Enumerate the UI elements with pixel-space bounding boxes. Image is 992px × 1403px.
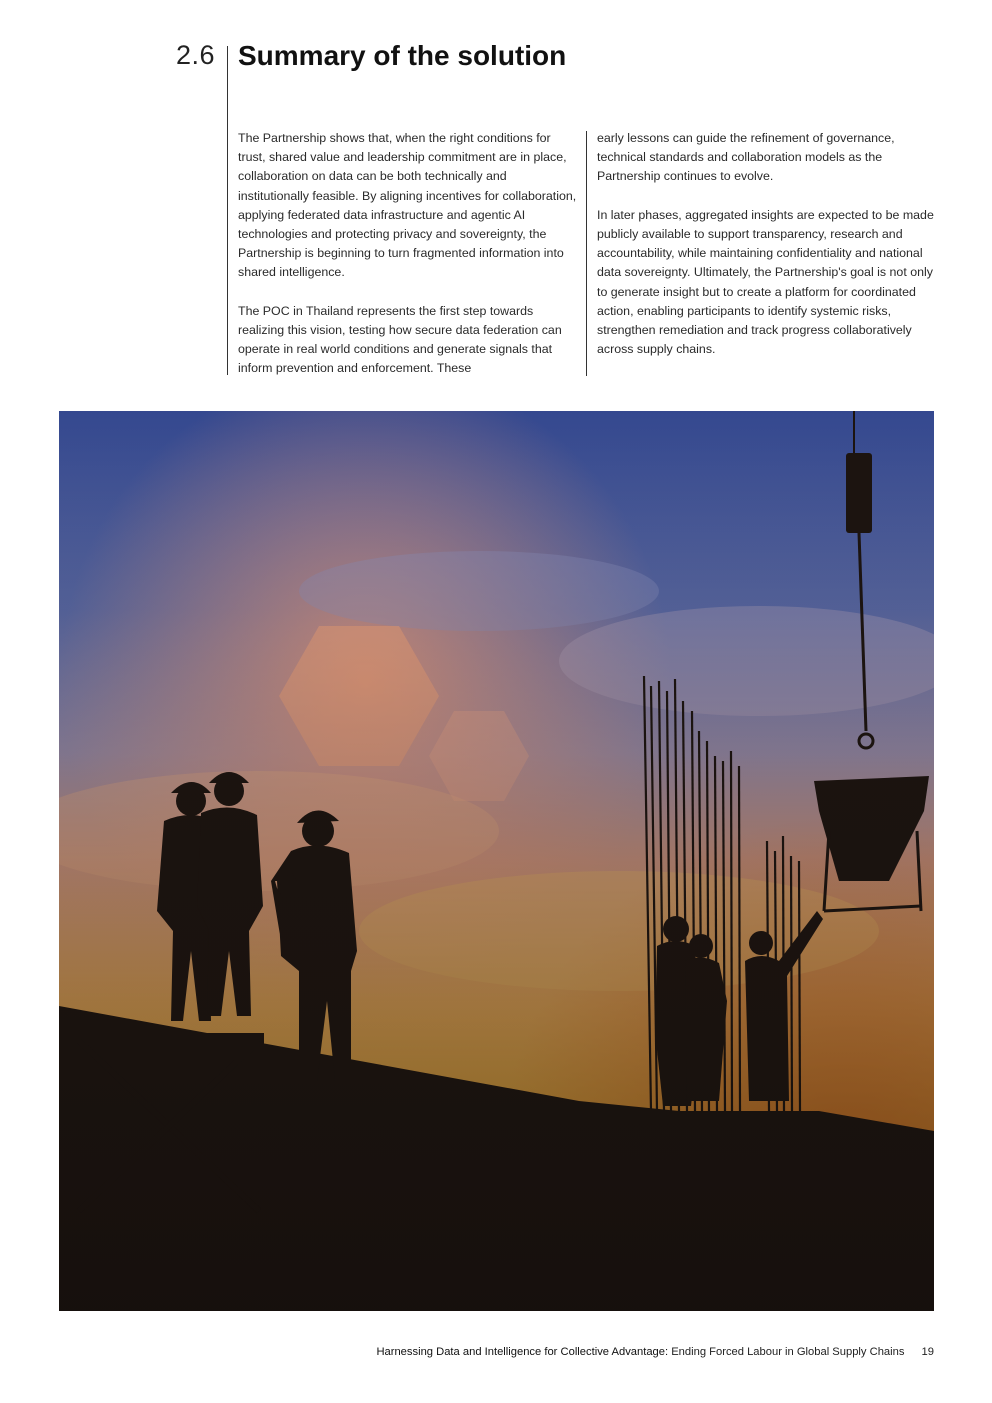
- section-title: Summary of the solution: [238, 40, 567, 71]
- page-number: 19: [921, 1346, 934, 1358]
- construction-sunset-photo: [59, 411, 934, 1311]
- paragraph: In later phases, aggregated insights are expected to be made publicly available to support transparency, research and accountability, while maintaining confidentiality and national data sovereignty. Ultimately, the Partnership's goal is not only to generate insight but to create a platform for coordinated action, enabling participants to identify systemic risks, strengthen remediation and track progress collaboratively across supply chains.: [597, 207, 934, 357]
- footer-title-rest: Ending Forced Labour in Global Supply Chains: [671, 1346, 905, 1358]
- body-column-right: [597, 129, 937, 379]
- footer-title-bold: Harnessing Data and Intelligence for Collective Advantage:: [376, 1346, 669, 1358]
- paragraph: The POC in Thailand represents the first step towards realizing this vision, testing how secure data federation can operate in real world conditions and generate signals that inform prevention and enforcement. These: [238, 303, 562, 376]
- paragraph: early lessons can guide the refinement of governance, technical standards and collaboration models as the Partnership continues to evolve.: [597, 131, 895, 184]
- section-divider: [227, 46, 228, 375]
- column-divider: [586, 131, 587, 376]
- paragraph: The Partnership shows that, when the right conditions for trust, shared value and leadership commitment are in place, collaboration on data can be both technically and institutionally feasible. By aligning incentives for collaboration, applying federated data infrastructure and agentic AI technologies and protecting privacy and sovereignty, the Partnership is beginning to turn fragmented information into shared intelligence.: [238, 131, 577, 280]
- section-number: 2.6: [176, 40, 216, 70]
- body-column-left: [238, 129, 578, 398]
- page-footer: [376, 1346, 934, 1358]
